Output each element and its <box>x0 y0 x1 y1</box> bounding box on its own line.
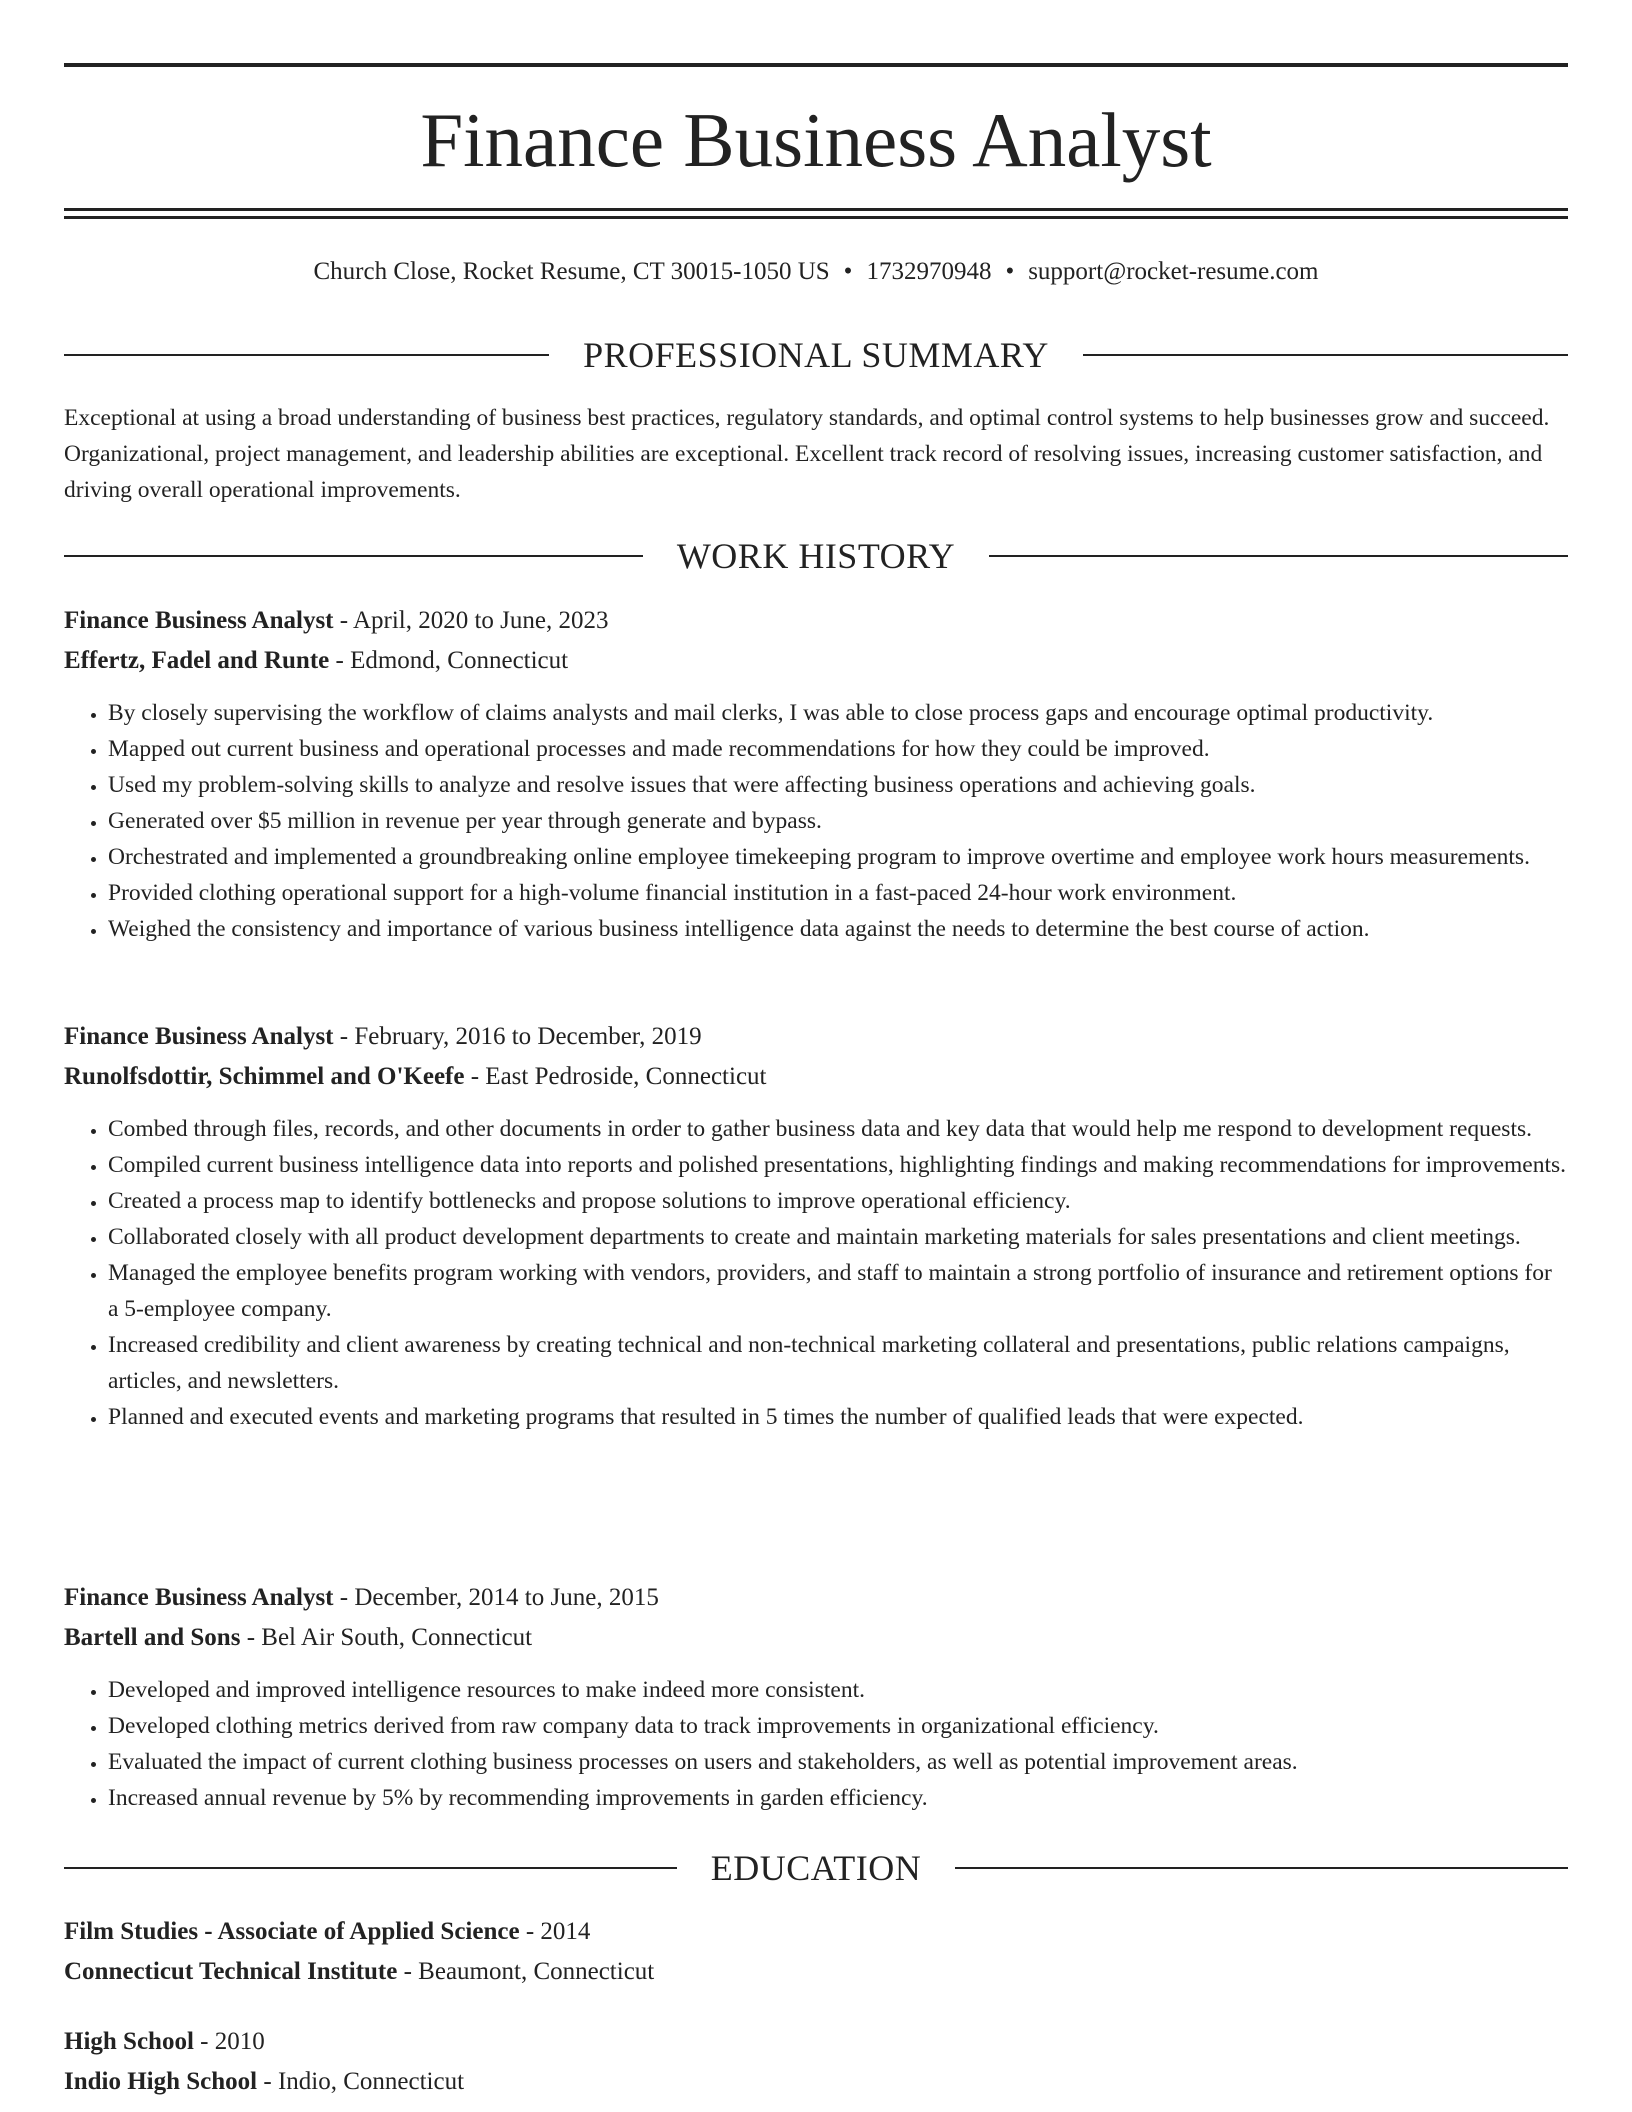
job-title: Finance Business Analyst <box>64 1584 334 1611</box>
job-bullet: • Generated over $5 million in revenue per year through generate and bypass. <box>108 803 1568 839</box>
job-bullet: • Collaborated closely with all product development departments to create and maintain marketing materials for sales presentations and client meetings. <box>108 1219 1568 1255</box>
job-dates: - February, 2016 to December, 2019 <box>333 1023 702 1050</box>
education-location: - Indio, Connecticut <box>257 2068 465 2095</box>
education-entry <box>64 2022 1568 2102</box>
heading-rule <box>955 1867 1568 1869</box>
job-bullets <box>64 1111 1568 1435</box>
education-degree: Film Studies - Associate of Applied Science <box>64 1918 520 1945</box>
job-dates: - December, 2014 to June, 2015 <box>333 1584 659 1611</box>
contact-email: support@rocket-resume.com <box>1028 258 1319 285</box>
education-school-line <box>64 1952 1568 1992</box>
heading-rule <box>64 354 549 356</box>
education-school: Indio High School <box>64 2068 258 2095</box>
job-company: Bartell and Sons <box>64 1624 241 1651</box>
contact-separator: • <box>1005 258 1015 285</box>
job-bullet: • Orchestrated and implemented a groundbreaking online employee timekeeping program to improve overtime and employee work hours measurements. <box>108 839 1568 875</box>
page-title: Finance Business Analyst <box>420 97 1212 183</box>
contact-line <box>64 254 1568 290</box>
section-title: EDUCATION <box>710 1848 922 1888</box>
job-bullet: • Used my problem-solving skills to analyze and resolve issues that were affecting business operations and achieving goals. <box>108 767 1568 803</box>
job-location: - East Pedroside, Connecticut <box>464 1063 767 1090</box>
job-bullet: • By closely supervising the workflow of claims analysts and mail clerks, I was able to close process gaps and encourage optimal productivity. <box>108 695 1568 731</box>
job-company-line <box>64 1618 1568 1658</box>
section-heading-summary <box>64 333 1568 377</box>
job-entry <box>64 1017 1568 1435</box>
job-dates: - April, 2020 to June, 2023 <box>333 607 609 634</box>
job-title-line <box>64 1017 1568 1057</box>
job-entry <box>64 1578 1568 1816</box>
job-bullet: • Evaluated the impact of current clothing business processes on users and stakeholders, as well as potential improvement areas. <box>108 1744 1568 1780</box>
job-bullet: • Managed the employee benefits program working with vendors, providers, and staff to maintain a strong portfolio of insurance and retirement options for a 5-employee company. <box>108 1255 1568 1327</box>
job-title: Finance Business Analyst <box>64 1023 334 1050</box>
job-bullet: • Created a process map to identify bottlenecks and propose solutions to improve operational efficiency. <box>108 1183 1568 1219</box>
contact-address: Church Close, Rocket Resume, CT 30015-1050 US <box>313 258 830 285</box>
education-degree-line <box>64 1912 1568 1952</box>
job-location: - Edmond, Connecticut <box>329 647 569 674</box>
section-title: PROFESSIONAL SUMMARY <box>583 335 1049 375</box>
education-degree-line <box>64 2022 1568 2062</box>
heading-rule <box>1083 354 1568 356</box>
heading-rule <box>64 1867 677 1869</box>
job-bullets <box>64 1672 1568 1816</box>
heading-rule <box>989 555 1568 557</box>
education-degree: High School <box>64 2028 194 2055</box>
job-bullets <box>64 695 1568 947</box>
job-bullet: • Mapped out current business and operational processes and made recommendations for how they could be improved. <box>108 731 1568 767</box>
job-location: - Bel Air South, Connecticut <box>240 1624 533 1651</box>
job-title: Finance Business Analyst <box>64 607 334 634</box>
education-location: - Beaumont, Connecticut <box>397 1958 655 1985</box>
education-year: - 2010 <box>193 2028 265 2055</box>
job-bullet: • Developed and improved intelligence resources to make indeed more consistent. <box>108 1672 1568 1708</box>
education-year: - 2014 <box>519 1918 591 1945</box>
job-bullet: • Increased credibility and client awareness by creating technical and non-technical marketing collateral and presentations, public relations campaigns, articles, and newsletters. <box>108 1327 1568 1399</box>
summary-text: Exceptional at using a broad understanding of business best practices, regulatory standards, and optimal control systems to help businesses grow and succeed. Organizational, project management, and leadership abilities are exceptional. Excellent track record of resolving issues, increasing customer satisfaction, and driving overall operational improvements. <box>64 405 1550 503</box>
job-entry <box>64 601 1568 947</box>
job-company-line <box>64 641 1568 681</box>
section-heading-work-history <box>64 534 1568 578</box>
job-title-line <box>64 1578 1568 1618</box>
education-school-line <box>64 2062 1568 2102</box>
job-bullet: • Combed through files, records, and other documents in order to gather business data and key data that would help me respond to development requests. <box>108 1111 1568 1147</box>
section-heading-education <box>64 1846 1568 1890</box>
job-company: Runolfsdottir, Schimmel and O'Keefe <box>64 1063 465 1090</box>
job-bullet: • Developed clothing metrics derived from raw company data to track improvements in organizational efficiency. <box>108 1708 1568 1744</box>
job-bullet: • Weighed the consistency and importance of various business intelligence data against the needs to determine the best course of action. <box>108 911 1568 947</box>
education-entry <box>64 1912 1568 1992</box>
header-rule-upper <box>64 208 1568 211</box>
job-bullet: • Increased annual revenue by 5% by recommending improvements in garden efficiency. <box>108 1780 1568 1816</box>
job-bullet: • Planned and executed events and marketing programs that resulted in 5 times the number of qualified leads that were expected. <box>108 1399 1568 1435</box>
job-bullet: • Compiled current business intelligence data into reports and polished presentations, highlighting findings and making recommendations for improvements. <box>108 1147 1568 1183</box>
education-school: Connecticut Technical Institute <box>64 1958 398 1985</box>
contact-separator: • <box>843 258 853 285</box>
job-title-line <box>64 601 1568 641</box>
job-company-line <box>64 1057 1568 1097</box>
header-rule-lower <box>64 216 1568 219</box>
contact-phone: 1732970948 <box>866 258 992 285</box>
heading-rule <box>64 555 643 557</box>
section-title: WORK HISTORY <box>676 536 956 576</box>
job-bullet: • Provided clothing operational support for a high-volume financial institution in a fast-paced 24-hour work environment. <box>108 875 1568 911</box>
header-top-rule <box>64 63 1568 67</box>
job-company: Effertz, Fadel and Runte <box>64 647 330 674</box>
